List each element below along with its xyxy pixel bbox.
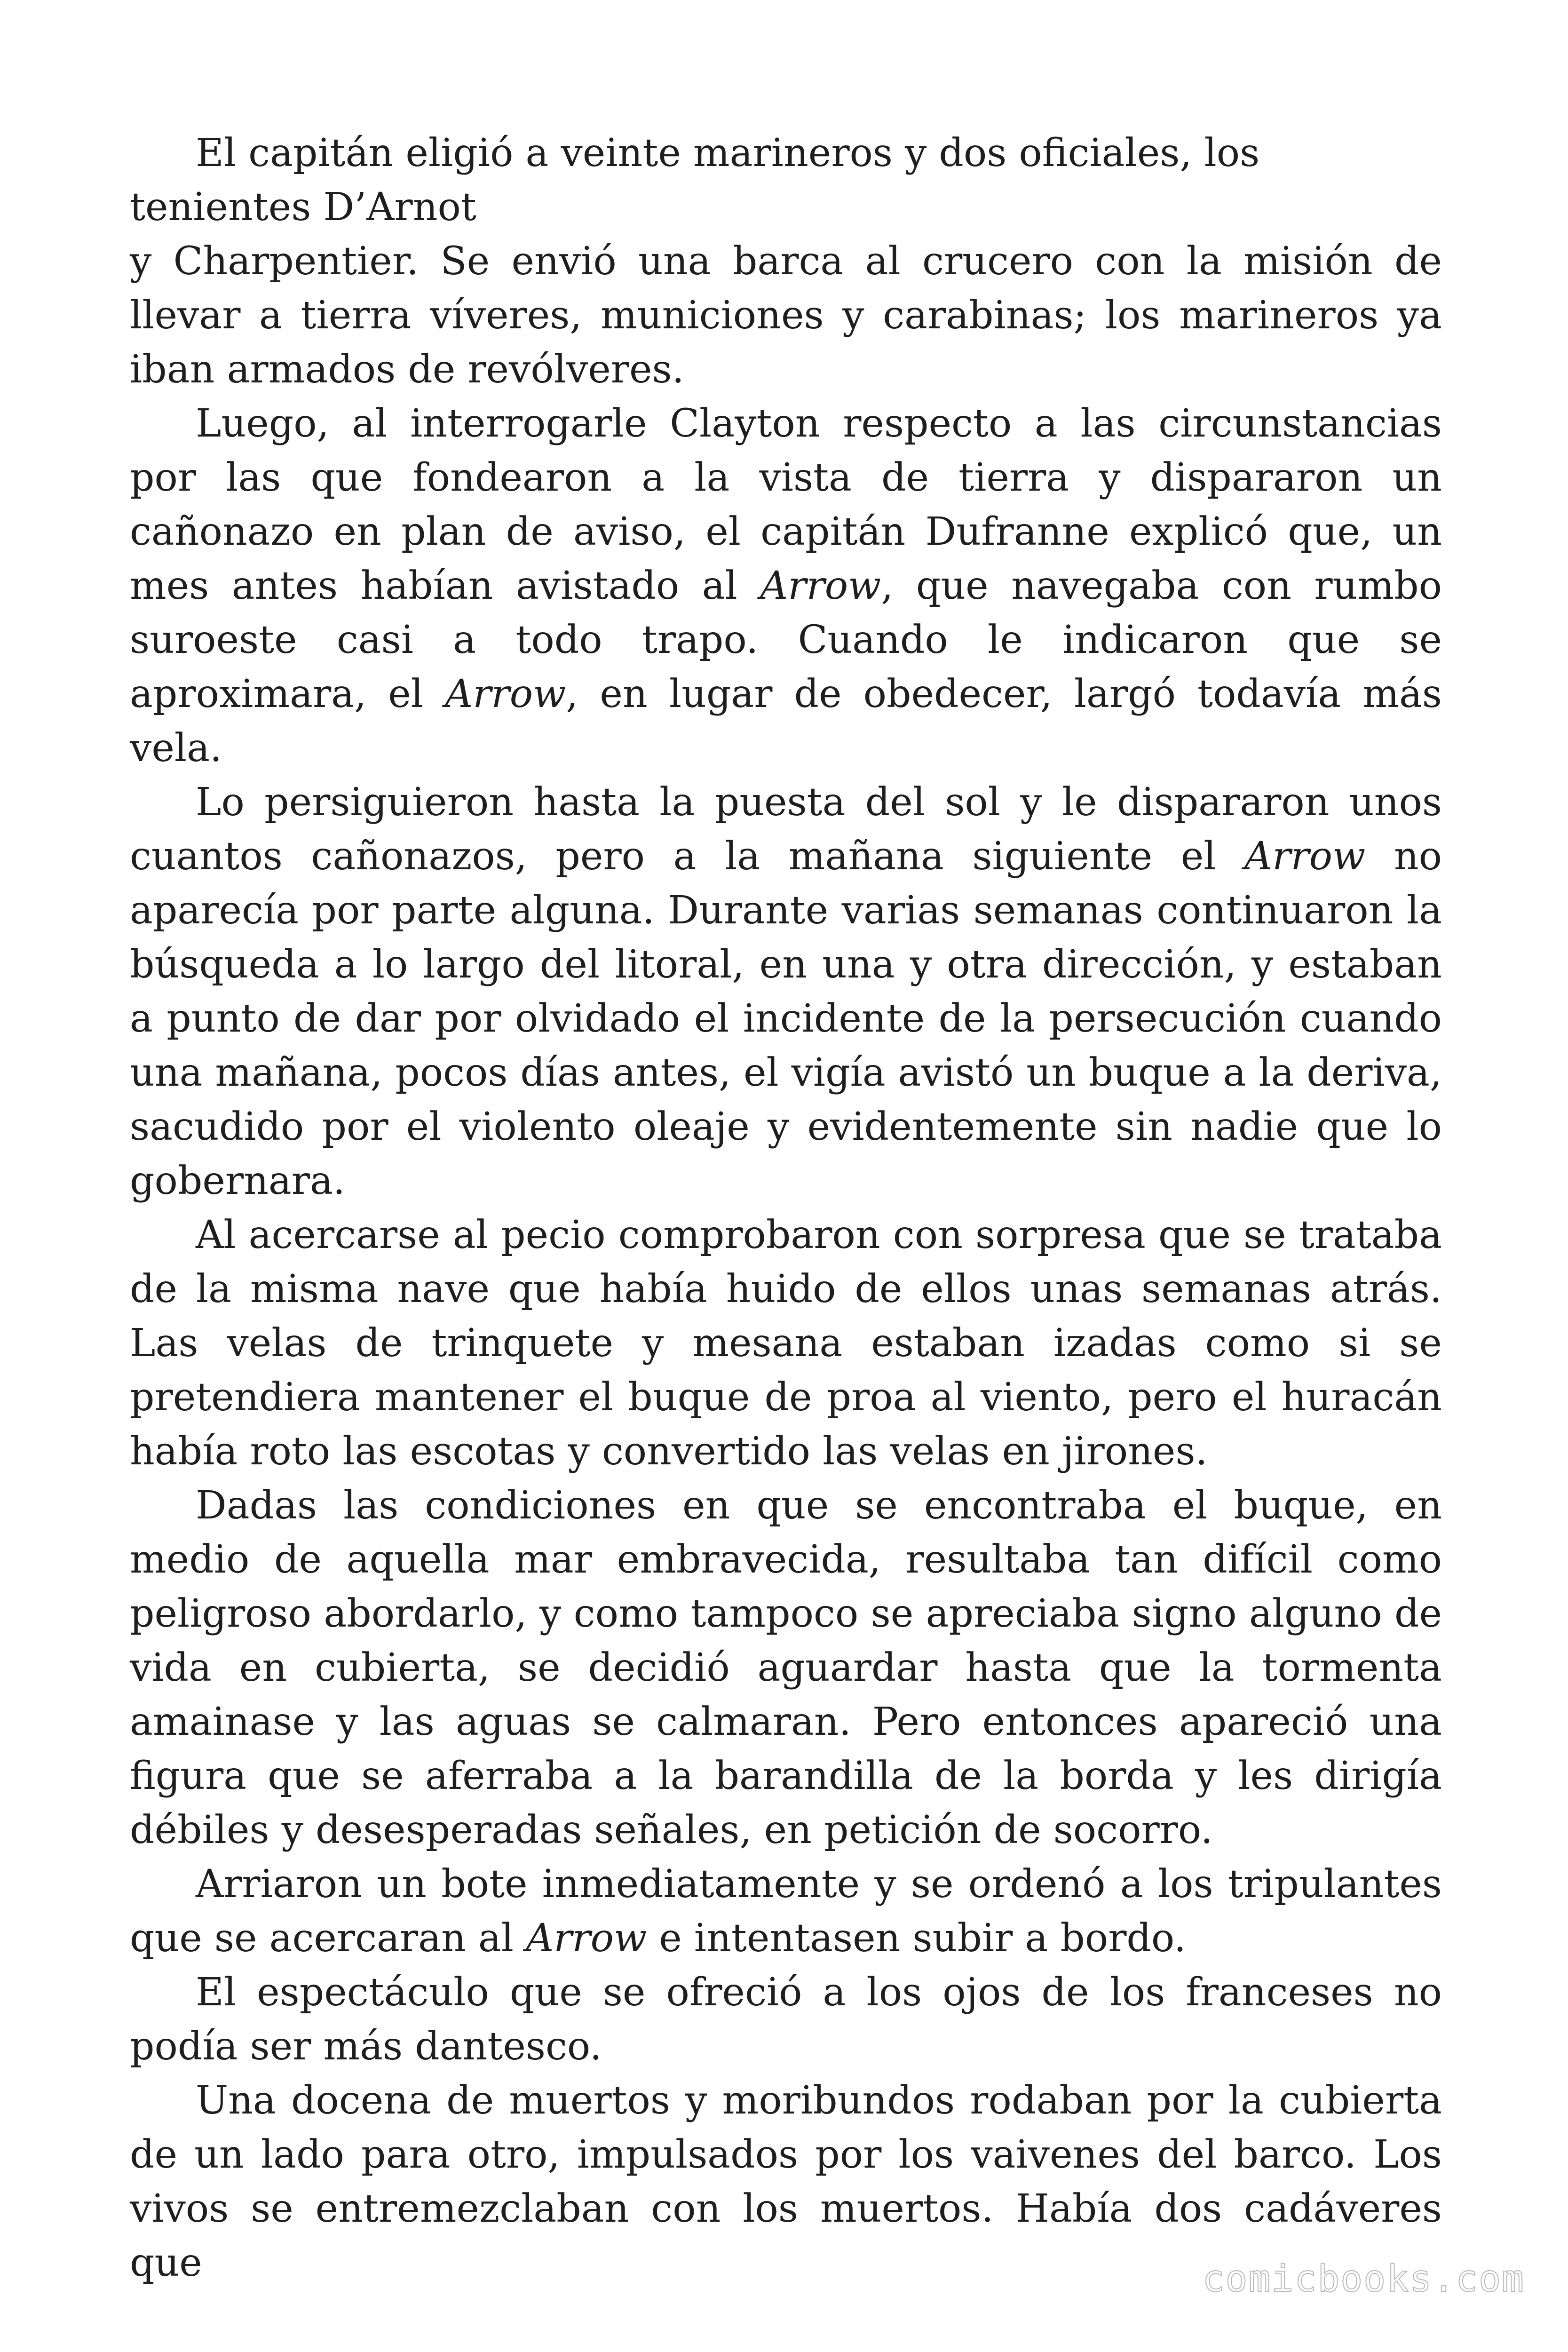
paragraph-7: El espectáculo que se ofreció a los ojos de los franceses no podía ser más dantesco. (130, 1970, 1442, 2069)
paragraph-3 (130, 775, 1442, 1208)
watermark: comicbooks.com (1202, 2258, 1525, 2300)
paragraph-6-text: Arriaron un bote inmediatamente y se ordenó a los tripulantes que se acercaran al (130, 1862, 1442, 1961)
ship-name-arrow: Arrow (760, 564, 881, 608)
paragraph-6-text: e intentasen subir a bordo. (647, 1916, 1186, 1961)
ship-name-arrow: Arrow (526, 1916, 647, 1961)
paragraph-1-start: El capitán eligió a veinte marineros y dos oficiales, los tenientes D’Arnot (130, 131, 1260, 230)
paragraph-2-text: Luego, al interrogarle Clayton respecto a las circunstancias por las que fondearon a la vista de tierra y dispararon un cañonazo en plan de aviso, el capitán Dufranne explicó que, un mes antes habían avistado al (130, 401, 1442, 608)
paragraph-2-text: , que navegaba con rumbo suroeste casi a todo trapo. Cuando le indicaron que se aproximara, el (130, 564, 1442, 716)
paragraph-6 (130, 1857, 1442, 1965)
paragraph-8: Una docena de muertos y moribundos rodaban por la cubierta de un lado para otro, impulsados por los vaivenes del barco. Los vivos se entremezclaban con los muertos. Había dos cadáveres que (130, 2078, 1442, 2285)
book-page (130, 126, 1442, 2290)
paragraph-3-text: Lo persiguieron hasta la puesta del sol y le dispararon unos cuantos cañonazos, pero a la mañana siguiente el (130, 780, 1442, 879)
paragraph-1-continuation: y Charpentier. Se envió una barca al crucero con la misión de llevar a tierra víveres, municiones y carabinas; los marineros ya iban armados de revólveres. (130, 239, 1442, 392)
ship-name-arrow: Arrow (445, 672, 566, 716)
paragraph-5: Dadas las condiciones en que se encontraba el buque, en medio de aquella mar embravecida, resultaba tan difícil como peligroso abordarlo, y como tampoco se apreciaba signo alguno de vida en cubierta, se decidió aguardar hasta que la tormenta amainase y las aguas se calmaran. Pero entonces apareció una figura que se aferraba a la barandilla de la borda y les dirigía débiles y desesperadas señales, en petición de socorro. (130, 1483, 1442, 1852)
paragraph-3-text: no aparecía por parte alguna. Durante varias semanas continuaron la búsqueda a lo largo del litoral, en una y otra dirección, y estaban a punto de dar por olvidado el incidente de la persecución cuando una mañana, pocos días antes, el vigía avistó un buque a la deriva, sacudido por el violento oleaje y evidentemente sin nadie que lo gobernara. (130, 834, 1442, 1203)
paragraph-2 (130, 397, 1442, 775)
ship-name-arrow: Arrow (1244, 834, 1366, 879)
paragraph-4: Al acercarse al pecio comprobaron con sorpresa que se trataba de la misma nave que había huido de ellos unas semanas atrás. Las velas de trinquete y mesana estaban izadas como si se pretendiera mantener el buque de proa al viento, pero el huracán había roto las escotas y convertido las velas en jirones. (130, 1213, 1442, 1474)
paragraph-2-text: , en lugar de obedecer, largó todavía más vela. (130, 672, 1442, 771)
